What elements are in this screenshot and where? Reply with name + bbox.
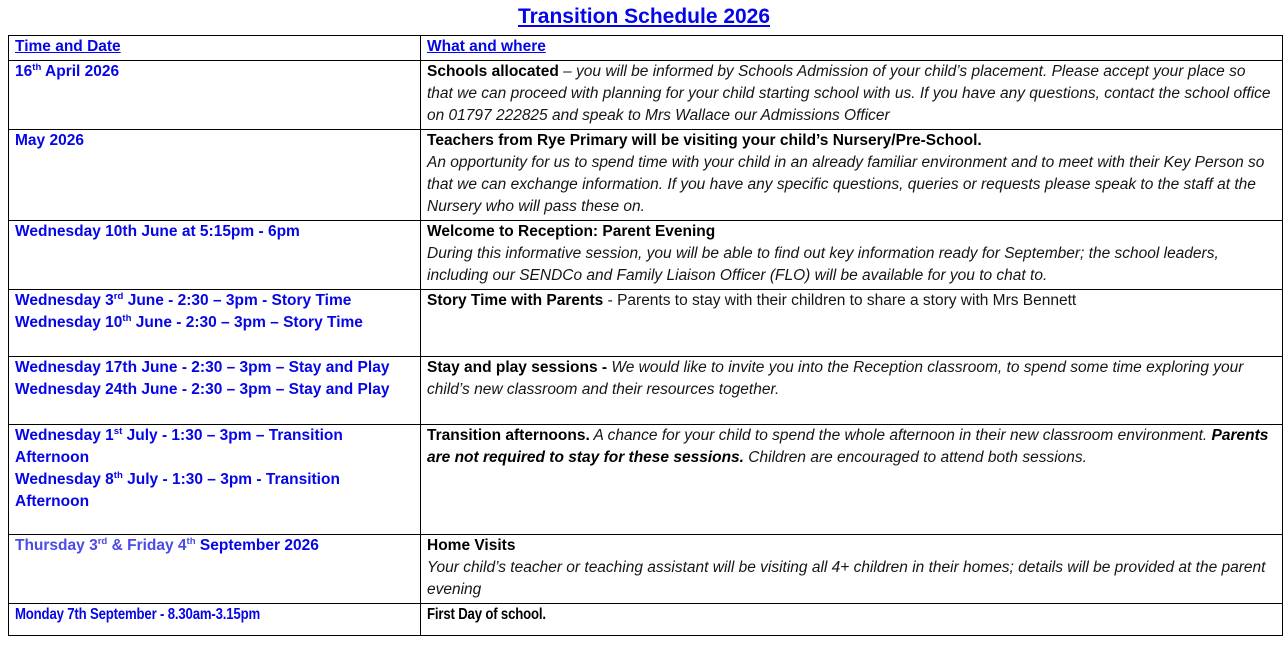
text-segment: Wednesday 1	[15, 427, 114, 444]
text-segment: Wednesday 10th June at 5:15pm - 6pm	[15, 223, 300, 240]
date-line	[15, 425, 412, 469]
date-line	[15, 221, 412, 243]
description-paragraph	[427, 221, 1274, 243]
description-cell	[421, 357, 1282, 424]
text-segment: First Day of school.	[427, 606, 546, 623]
text-segment: Wednesday 24th June - 2:30 – 3pm – Stay and Play	[15, 381, 390, 398]
text-segment: Your child’s teacher or teaching assistant will be visiting all 4+ children in their homes; details will be provided at the parent evening	[427, 559, 1266, 598]
description-paragraph	[427, 243, 1274, 287]
description-cell	[421, 130, 1282, 220]
text-segment: April 2026	[41, 63, 120, 80]
date-line	[15, 290, 412, 312]
description-cell	[421, 61, 1282, 129]
text-segment: Welcome to Reception: Parent Evening	[427, 223, 716, 240]
text-segment: Thursday 3	[15, 537, 98, 554]
description-cell	[421, 604, 1282, 635]
date-line	[15, 61, 412, 83]
date-line	[15, 312, 412, 334]
description-cell	[421, 290, 1282, 356]
text-segment: Story Time with Parents	[427, 292, 604, 309]
header-what-and-where	[421, 36, 1282, 60]
description-paragraph	[427, 130, 1274, 152]
text-segment: June - 2:30 – 3pm – Story Time	[131, 314, 363, 331]
text-segment: Schools allocated	[427, 63, 559, 80]
text-segment: & Friday 4	[107, 537, 187, 554]
text-segment: - Parents to stay with their children to share a story with Mrs Bennett	[603, 292, 1077, 309]
text-segment: During this informative session, you will be able to find out key information ready for September; the school leaders, including our SENDCo and Family Liaison Officer (FLO) will be available for you to chat to.	[427, 245, 1219, 284]
table-row	[9, 356, 1282, 424]
date-cell	[9, 357, 421, 424]
date-line	[15, 379, 412, 401]
table-row	[9, 289, 1282, 356]
description-cell	[421, 535, 1282, 603]
text-segment: We would like to invite you into the Reception classroom, to spend some time exploring your child’s new classroom and their resources together.	[427, 359, 1244, 398]
text-segment: June - 2:30 – 3pm - Story Time	[123, 292, 352, 309]
description-cell	[421, 425, 1282, 534]
header-what-and-where-label: What and where	[427, 38, 546, 55]
table-header-row	[9, 36, 1282, 60]
date-line	[15, 604, 412, 626]
header-time-and-date	[9, 36, 421, 60]
description-paragraph	[427, 61, 1274, 127]
text-segment: Parents are not required to stay for these sessions.	[427, 427, 1269, 466]
text-segment: Wednesday 17th June - 2:30 – 3pm – Stay and Play	[15, 359, 390, 376]
text-segment: A chance for your child to spend the whole afternoon in their new classroom environment.	[589, 427, 1212, 444]
date-cell	[9, 604, 421, 635]
date-cell	[9, 425, 421, 534]
text-segment: July - 1:30 – 3pm – Transition Afternoon	[15, 427, 343, 466]
table-row	[9, 424, 1282, 534]
text-segment: Home Visits	[427, 537, 516, 554]
date-line	[15, 535, 412, 557]
description-paragraph	[427, 557, 1274, 601]
text-segment: th	[186, 535, 196, 547]
text-segment: rd	[97, 535, 108, 547]
date-line	[15, 130, 412, 152]
description-paragraph	[427, 535, 1274, 557]
text-segment: Wednesday 10	[15, 314, 123, 331]
schedule-table	[8, 35, 1283, 636]
table-row	[9, 603, 1282, 635]
date-cell	[9, 535, 421, 603]
table-row	[9, 60, 1282, 129]
text-segment: th	[32, 61, 42, 73]
description-paragraph	[427, 425, 1274, 469]
table-row	[9, 534, 1282, 603]
table-row	[9, 129, 1282, 220]
text-segment: Wednesday 8	[15, 471, 114, 488]
table-row	[9, 220, 1282, 289]
schedule-table-body	[9, 60, 1282, 635]
text-segment: Wednesday 3	[15, 292, 114, 309]
text-segment: 16	[15, 63, 33, 80]
description-paragraph	[427, 357, 1274, 401]
description-cell	[421, 221, 1282, 289]
description-paragraph	[427, 604, 1274, 626]
date-cell	[9, 290, 421, 356]
date-line	[15, 357, 412, 379]
text-segment: rd	[113, 290, 124, 302]
date-cell	[9, 130, 421, 220]
description-paragraph	[427, 290, 1274, 312]
text-segment: May 2026	[15, 132, 84, 149]
text-segment: – you will be informed by Schools Admission of your child’s placement. Please accept your place so that we can proceed with planning for your child starting school with us. If you have any questions, contact the school office on 01797 222825 and speak to Mrs Wallace our Admissions Officer	[427, 63, 1271, 124]
document-title: Transition Schedule 2026	[517, 5, 771, 28]
text-segment: Stay and play sessions -	[427, 359, 612, 376]
text-segment: st	[113, 425, 123, 437]
text-segment: Teachers from Rye Primary will be visiting your child’s Nursery/Pre-School.	[427, 132, 982, 149]
date-cell	[9, 221, 421, 289]
text-segment: th	[113, 469, 123, 481]
date-line	[15, 469, 412, 513]
date-cell	[9, 61, 421, 129]
description-paragraph	[427, 152, 1274, 218]
text-segment: Children are encouraged to attend both sessions.	[744, 449, 1087, 466]
text-segment: Monday 7th September - 8.30am-3.15pm	[15, 606, 261, 623]
text-segment: An opportunity for us to spend time with your child in an already familiar environment and to meet with their Key Person so that we can exchange information. If you have any specific questions, queries or requests please speak to the staff at the Nursery who will pass these on.	[427, 154, 1265, 215]
text-segment: September 2026	[199, 537, 319, 554]
text-segment: July - 1:30 – 3pm - Transition Afternoon	[15, 471, 340, 510]
header-time-and-date-label: Time and Date	[15, 38, 121, 55]
text-segment: th	[122, 312, 132, 324]
text-segment: Transition afternoons.	[427, 427, 590, 444]
